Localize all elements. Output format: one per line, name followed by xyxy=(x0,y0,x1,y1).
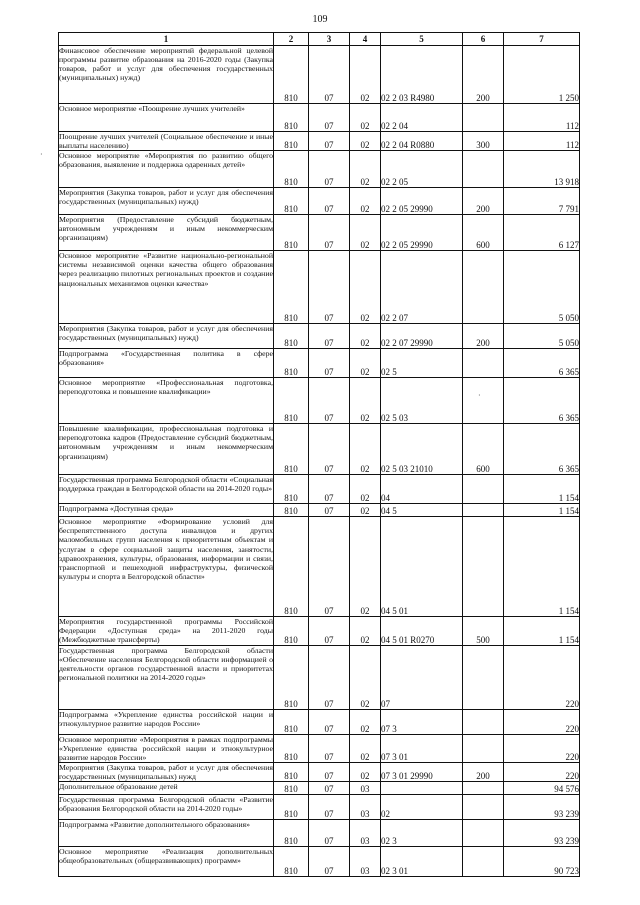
cell-c3: 07 xyxy=(309,132,350,151)
cell-c3: 07 xyxy=(309,324,350,349)
cell-c2: 810 xyxy=(274,517,309,617)
cell-c3: 07 xyxy=(309,215,350,251)
table-row xyxy=(59,709,580,734)
cell-c5: 02 2 05 29990 xyxy=(381,215,463,251)
cell-c6 xyxy=(463,475,504,504)
cell-c2: 810 xyxy=(274,188,309,215)
cell-c5: 02 5 03 xyxy=(381,378,463,424)
cell-c4: 02 xyxy=(350,475,381,504)
cell-c4: 02 xyxy=(350,251,381,324)
table-row xyxy=(59,151,580,188)
cell-c3: 07 xyxy=(309,251,350,324)
page-number: 109 xyxy=(312,14,328,25)
cell-c6 xyxy=(463,104,504,132)
cell-c4: 02 xyxy=(350,132,381,151)
row-description: Основное мероприятие «Мероприятия по развитию общего образования, выявление и поддержка одаренных детей» xyxy=(59,151,274,188)
cell-c3: 07 xyxy=(309,378,350,424)
table-row xyxy=(59,847,580,877)
table-row xyxy=(59,132,580,151)
cell-c4: 02 xyxy=(350,188,381,215)
cell-c2: 810 xyxy=(274,820,309,847)
cell-c5: 04 xyxy=(381,475,463,504)
cell-c2: 810 xyxy=(274,762,309,781)
cell-c7: 1 154 xyxy=(504,475,580,504)
cell-c6 xyxy=(463,847,504,877)
cell-c5: 02 2 07 xyxy=(381,251,463,324)
cell-c7: 6 127 xyxy=(504,215,580,251)
cell-c2: 810 xyxy=(274,795,309,820)
cell-c2: 810 xyxy=(274,378,309,424)
cell-c7: 220 xyxy=(504,762,580,781)
cell-c5: 07 xyxy=(381,645,463,709)
row-description: Основное мероприятие «Реализация дополнительных общеобразовательных (общеразвивающих) программ» xyxy=(59,847,274,877)
table-row xyxy=(59,617,580,645)
row-description: Подпрограмма «Доступная среда» xyxy=(59,504,274,517)
cell-c7: 7 791 xyxy=(504,188,580,215)
cell-c2: 810 xyxy=(274,151,309,188)
row-description: Мероприятия государственной программы Российской Федерации «Доступная среда» на 2011-2020 годы (Межбюджетные трансферты) xyxy=(59,617,273,645)
row-description: Основное мероприятие «Развитие национально-региональной системы независимой оценки качества общего образования через реализацию пилотных региональных проектов и создание национальных механизмов оценки качества» xyxy=(59,251,274,324)
cell-c4: 03 xyxy=(350,847,381,877)
cell-c7: 112 xyxy=(504,104,580,132)
table-row xyxy=(59,762,580,781)
cell-c5: 07 3 01 xyxy=(381,734,463,762)
cell-c3: 07 xyxy=(309,820,350,847)
column-header: 3 xyxy=(309,33,350,46)
row-description: Основное мероприятие «Поощрение лучших учителей» xyxy=(59,104,274,132)
row-description: Государственная программа Белгородской области «Развитие образования Белгородской области на 2014-2020 годы» xyxy=(59,795,274,820)
cell-c3: 07 xyxy=(309,151,350,188)
cell-c7: 6 365 xyxy=(504,424,580,475)
scan-speck: · xyxy=(40,150,43,159)
table-body xyxy=(59,46,580,877)
row-description: Поощрение лучших учителей (Социальное обеспечение и иные выплаты населению) xyxy=(59,132,273,151)
row-description: Подпрограмма «Развитие дополнительного образования» xyxy=(59,820,274,847)
table-row xyxy=(59,46,580,104)
cell-c6 xyxy=(463,517,504,617)
cell-c7: 112 xyxy=(504,132,580,151)
cell-c2: 810 xyxy=(274,782,309,795)
cell-c6 xyxy=(463,709,504,734)
cell-c3: 07 xyxy=(309,847,350,877)
column-header: 2 xyxy=(274,33,309,46)
cell-c5: 02 2 04 xyxy=(381,104,463,132)
cell-c7: 1 154 xyxy=(504,617,580,645)
cell-c7: 1 154 xyxy=(504,517,580,617)
column-header: 4 xyxy=(350,33,381,46)
table-row xyxy=(59,324,580,349)
cell-c6 xyxy=(463,820,504,847)
cell-c2: 810 xyxy=(274,424,309,475)
table-row xyxy=(59,782,580,795)
cell-c3: 07 xyxy=(309,188,350,215)
cell-c7: 1 154 xyxy=(504,504,580,517)
cell-c6: 600 xyxy=(463,215,504,251)
cell-c6: 500 xyxy=(463,617,504,645)
cell-c6: 600 xyxy=(463,424,504,475)
column-header: 7 xyxy=(504,33,580,46)
cell-c3: 07 xyxy=(309,349,350,378)
cell-c3: 07 xyxy=(309,104,350,132)
cell-c7: 220 xyxy=(504,734,580,762)
cell-c3: 07 xyxy=(309,475,350,504)
cell-c6 xyxy=(463,251,504,324)
table-row xyxy=(59,424,580,475)
cell-c7: 94 576 xyxy=(504,782,580,795)
column-header: 1 xyxy=(59,33,274,46)
cell-c3: 07 xyxy=(309,517,350,617)
cell-c5: 04 5 01 R0270 xyxy=(381,617,463,645)
row-description: Основное мероприятие «Профессиональная подготовка, переподготовка и повышение квалификации» xyxy=(59,378,274,424)
table-row xyxy=(59,349,580,378)
cell-c3: 07 xyxy=(309,424,350,475)
cell-c4: 02 xyxy=(350,378,381,424)
table-row xyxy=(59,645,580,709)
row-description: Государственная программа Белгородской области «Обеспечение населения Белгородской области информацией о деятельности органов государственной власти и приоритетах региональной политики на 2014-2020 годы» xyxy=(59,645,274,709)
cell-c4: 03 xyxy=(350,795,381,820)
row-description: Мероприятия (Закупка товаров, работ и услуг для обеспечения государственных (муниципальных) нужд) xyxy=(59,188,274,215)
cell-c5: 02 2 05 29990 xyxy=(381,188,463,215)
cell-c7: 6 365 xyxy=(504,349,580,378)
cell-c3: 07 xyxy=(309,46,350,104)
cell-c2: 810 xyxy=(274,251,309,324)
cell-c5: 07 3 xyxy=(381,709,463,734)
cell-c4: 02 xyxy=(350,46,381,104)
table-row xyxy=(59,475,580,504)
cell-c4: 02 xyxy=(350,645,381,709)
cell-c6 xyxy=(463,349,504,378)
cell-c4: 02 xyxy=(350,349,381,378)
cell-c4: 02 xyxy=(350,104,381,132)
row-description: Основное мероприятие «Формирование условий для беспрепятственного доступа инвалидов и других маломобильных групп населения к приоритетным объектам и услугам в сфере социальной защиты населения, занятости, здравоохранения, культуры, образования, информации и связи, транспортной и пешеходной инфраструктуры, физической культуры и спорта в Белгородской области» xyxy=(59,517,274,617)
table-row xyxy=(59,734,580,762)
row-description: Финансовое обеспечение мероприятий федеральной целевой программы развитие образования на 2016-2020 годы (Закупка товаров, работ и услуг для обеспечения государственных (муниципальных) нужд) xyxy=(59,46,274,104)
cell-c2: 810 xyxy=(274,324,309,349)
cell-c7: 93 239 xyxy=(504,795,580,820)
row-description: Государственная программа Белгородской области «Социальная поддержка граждан в Белгородской области на 2014-2020 годы» xyxy=(59,475,274,504)
cell-c5 xyxy=(381,782,463,795)
cell-c3: 07 xyxy=(309,504,350,517)
cell-c6: 200 xyxy=(463,188,504,215)
table-row xyxy=(59,215,580,251)
cell-c7: 1 250 xyxy=(504,46,580,104)
table-row xyxy=(59,820,580,847)
cell-c7: 93 239 xyxy=(504,820,580,847)
cell-c5: 02 2 04 R0880 xyxy=(381,132,463,151)
cell-c2: 810 xyxy=(274,215,309,251)
cell-c5: 02 2 03 R4980 xyxy=(381,46,463,104)
cell-c7: 220 xyxy=(504,709,580,734)
cell-c4: 03 xyxy=(350,820,381,847)
cell-c7: 6 365 xyxy=(504,378,580,424)
cell-c4: 02 xyxy=(350,424,381,475)
cell-c4: 02 xyxy=(350,762,381,781)
cell-c3: 07 xyxy=(309,709,350,734)
cell-c3: 07 xyxy=(309,734,350,762)
row-description: Мероприятия (Предоставление субсидий бюджетным, автономным учреждениям и иным некоммерческим организациям) xyxy=(59,215,274,251)
cell-c5: 02 2 07 29990 xyxy=(381,324,463,349)
cell-c3: 07 xyxy=(309,762,350,781)
cell-c5: 02 5 xyxy=(381,349,463,378)
cell-c4: 02 xyxy=(350,324,381,349)
cell-c3: 07 xyxy=(309,782,350,795)
cell-c4: 02 xyxy=(350,617,381,645)
cell-c2: 810 xyxy=(274,504,309,517)
cell-c7: 220 xyxy=(504,645,580,709)
row-description: Мероприятия (Закупка товаров, работ и услуг для обеспечения государственных (муниципальных) нужд) xyxy=(59,324,274,349)
cell-c6 xyxy=(463,782,504,795)
table-row xyxy=(59,795,580,820)
row-description: Дополнительное образование детей xyxy=(59,782,274,795)
cell-c5: 02 xyxy=(381,795,463,820)
cell-c2: 810 xyxy=(274,847,309,877)
cell-c2: 810 xyxy=(274,475,309,504)
cell-c6: 200 xyxy=(463,324,504,349)
cell-c5: 02 3 01 xyxy=(381,847,463,877)
cell-c4: 02 xyxy=(350,517,381,617)
cell-c3: 07 xyxy=(309,795,350,820)
cell-c6 xyxy=(463,504,504,517)
row-description: Подпрограмма «Государственная политика в сфере образования» xyxy=(59,349,274,378)
cell-c2: 810 xyxy=(274,132,309,151)
row-description: Повышение квалификации, профессиональная подготовка и переподготовка кадров (Предоставление субсидий бюджетным, автономным учреждениям и иным некоммерческим организациям) xyxy=(59,424,274,475)
cell-c7: 90 723 xyxy=(504,847,580,877)
row-description: Подпрограмма «Укрепление единства российской нации и этнокультурное развитие народов России» xyxy=(59,709,274,734)
cell-c2: 810 xyxy=(274,46,309,104)
cell-c5: 04 5 xyxy=(381,504,463,517)
table-row xyxy=(59,504,580,517)
cell-c6: 200 xyxy=(463,46,504,104)
cell-c6 xyxy=(463,151,504,188)
table-row xyxy=(59,251,580,324)
cell-c4: 02 xyxy=(350,215,381,251)
cell-c2: 810 xyxy=(274,617,309,645)
cell-c5: 07 3 01 29990 xyxy=(381,762,463,781)
cell-c7: 13 918 xyxy=(504,151,580,188)
table-row xyxy=(59,378,580,424)
cell-c5: 02 5 03 21010 xyxy=(381,424,463,475)
cell-c5: 02 3 xyxy=(381,820,463,847)
cell-c6 xyxy=(463,378,504,424)
cell-c6 xyxy=(463,645,504,709)
table-row xyxy=(59,104,580,132)
cell-c4: 02 xyxy=(350,709,381,734)
cell-c7: 5 050 xyxy=(504,324,580,349)
cell-c3: 07 xyxy=(309,617,350,645)
cell-c6: 200 xyxy=(463,762,504,781)
column-header: 6 xyxy=(463,33,504,46)
cell-c2: 810 xyxy=(274,709,309,734)
row-description: Основное мероприятие «Мероприятия в рамках подпрограммы «Укрепление единства российской нации и этнокультурное развитие народов России» xyxy=(59,734,273,762)
cell-c4: 02 xyxy=(350,734,381,762)
cell-c5: 04 5 01 xyxy=(381,517,463,617)
table-row xyxy=(59,517,580,617)
table-header-row xyxy=(59,33,580,46)
budget-table xyxy=(58,32,580,877)
cell-c6 xyxy=(463,795,504,820)
cell-c2: 810 xyxy=(274,734,309,762)
cell-c6 xyxy=(463,734,504,762)
cell-c6: 300 xyxy=(463,132,504,151)
cell-c4: 02 xyxy=(350,151,381,188)
cell-c2: 810 xyxy=(274,104,309,132)
row-description: Мероприятия (Закупка товаров, работ и услуг для обеспечения государственных (муниципальных) нужд xyxy=(59,762,273,781)
column-header: 5 xyxy=(381,33,463,46)
cell-c4: 03 xyxy=(350,782,381,795)
cell-c4: 02 xyxy=(350,504,381,517)
scan-speck: · xyxy=(478,391,481,400)
table-row xyxy=(59,188,580,215)
cell-c3: 07 xyxy=(309,645,350,709)
cell-c7: 5 050 xyxy=(504,251,580,324)
cell-c2: 810 xyxy=(274,349,309,378)
cell-c2: 810 xyxy=(274,645,309,709)
cell-c5: 02 2 05 xyxy=(381,151,463,188)
